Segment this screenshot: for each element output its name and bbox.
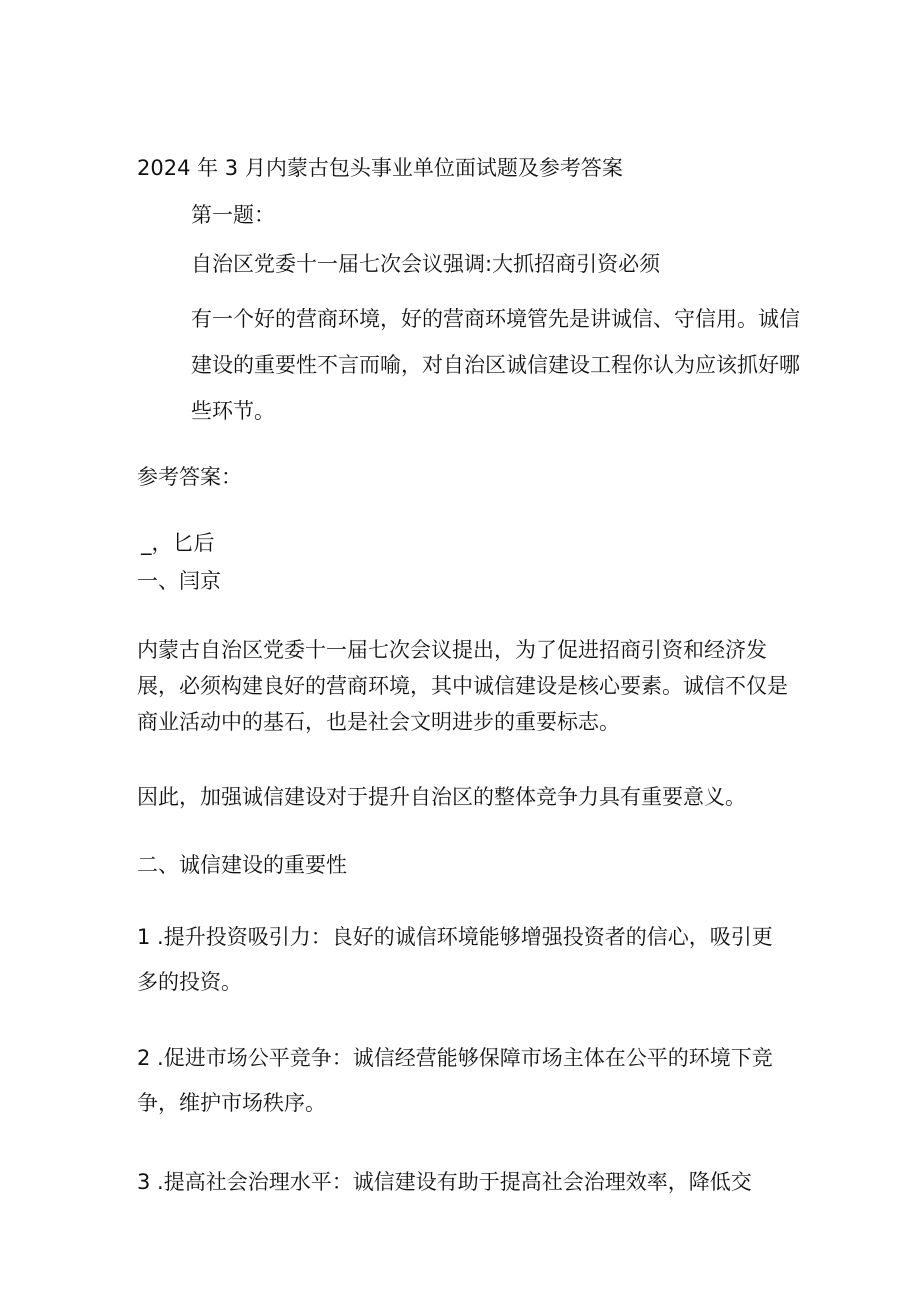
question-line-1: 自治区党委十一届七次会议强调:大抓招商引资必须 [191,252,661,276]
garbled-heading: _，匕后 [141,531,215,555]
question-label: 第一题： [191,203,275,227]
section-2-heading: 二、诚信建设的重要性 [137,853,347,877]
list-item-2: 2 .促进市场公平竞争：诚信经营能够保障市场主体在公平的环境下竞争，维护市场秩序。 [137,1046,773,1115]
question-body: 有一个好的营商环境，好的营商环境管先是讲诚信、守信用。诚信建设的重要性不言而喻，对自治区诚信建设工程你认为应该抓好哪些环节。 [191,307,800,423]
list-item-1: 1 .提升投资吸引力：良好的诚信环境能够增强投资者的信心，吸引更多的投资。 [137,925,773,994]
section-1-paragraph-1: 内蒙古自治区党委十一届七次会议提出，为了促进招商引资和经济发展，必须构建良好的营商环境，其中诚信建设是核心要素。诚信不仅是商业活动中的基石，也是社会文明进步的重要标志。 [137,638,788,734]
section-1-heading: 一、闫京 [137,569,221,593]
document-title: 2024 年 3 月内蒙古包头事业单位面试题及参考答案 [137,156,623,180]
section-1-paragraph-2: 因此，加强诚信建设对于提升自治区的整体竞争力具有重要意义。 [137,785,746,809]
list-item-3: 3 .提高社会治理水平：诚信建设有助于提高社会治理效率，降低交 [137,1170,752,1194]
answer-label: 参考答案： [137,465,242,489]
